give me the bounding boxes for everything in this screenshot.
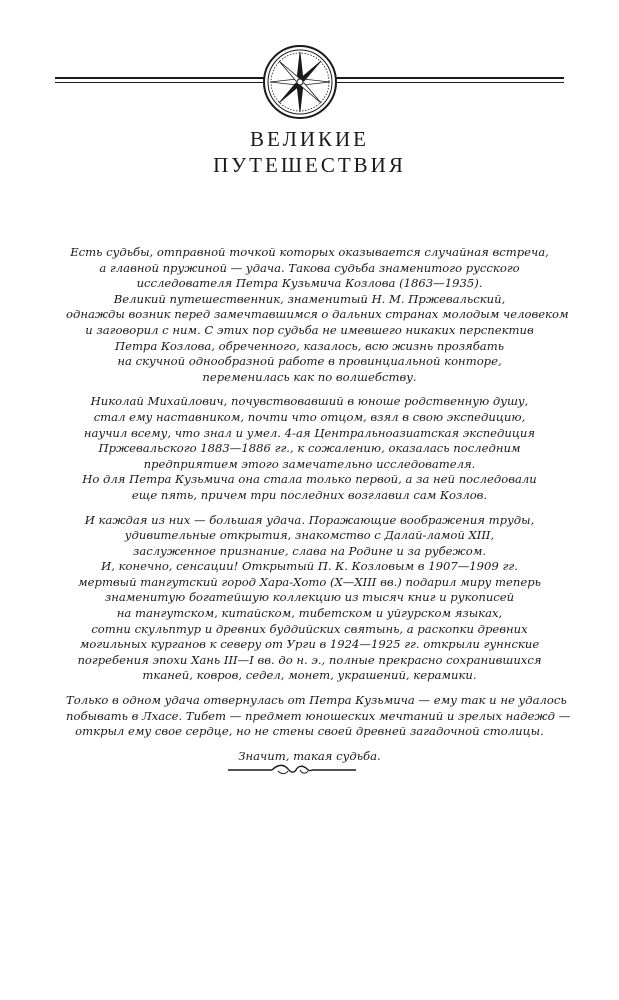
- compass-rose-icon: [262, 44, 338, 120]
- text-line: предприятием этого замечательно исследователя.: [143, 456, 476, 471]
- text-line: исследователя Петра Кузьмича Козлова (1863—1935).: [136, 276, 483, 291]
- series-title-line-1: ВЕЛИКИЕ: [250, 127, 369, 151]
- text-line: могильных курганов к северу от Урги в 1924—1925 гг. открыли гуннские: [79, 637, 540, 652]
- text-line: И, конечно, сенсации! Открытый П. К. Козловым в 1907—1909 гг.: [101, 559, 518, 574]
- text-line: И каждая из них — большая удача. Поражающие воображения труды,: [84, 512, 535, 527]
- text-line: Петра Козлова, обреченного, казалось, всю жизнь прозябать: [114, 338, 505, 353]
- text-line: Есть судьбы, отправной точкой которых оказывается случайная встреча,: [70, 245, 549, 259]
- text-line: удивительные открытия, знакомство с Далай-ламой XIII,: [124, 528, 495, 543]
- text-line: Значит, такая судьба.: [238, 748, 381, 763]
- text-line: сотни скульптур и древних буддийских святынь, а раскопки древних: [91, 621, 528, 636]
- text-line: Николай Михайлович, почувствовавший в юноше родственную душу,: [90, 394, 529, 409]
- paragraph-4: [66, 693, 571, 740]
- text-line: на скучной однообразной работе в провинциальной конторе,: [117, 354, 502, 369]
- text-line: стал ему наставником, почти что отцом, взял в свою экспедицию,: [93, 409, 526, 424]
- text-line: заслуженное признание, слава на Родине и за рубежом.: [133, 543, 486, 558]
- text-line: побывать в Лхасе. Тибет — предмет юношеских мечтаний и зрелых надежд —: [66, 708, 571, 723]
- text-line: Но для Петра Кузьмича она стала только первой, а за ней последовали: [82, 472, 537, 487]
- text-line: Только в одном удача отвернулась от Петра Кузьмича — ему так и не удалось: [66, 693, 567, 708]
- text-line: открыл ему свое сердце, но не стены своей древней загадочной столицы.: [75, 724, 544, 739]
- text-line: мертвый тангутский город Хара-Хото (X—XIII вв.) подарил миру теперь: [78, 574, 541, 589]
- text-line: переменилась как по волшебству.: [202, 369, 417, 384]
- paragraph-2: [66, 394, 553, 503]
- text-line: знаменитую богатейшую коллекцию из тысяч книг и рукописей: [104, 590, 515, 605]
- body-text: [66, 245, 571, 773]
- text-line: тканей, ковров, седел, монет, украшений, керамики.: [142, 668, 477, 683]
- text-line: Пржевальского 1883—1886 гг., к сожалению, оказалась последним: [98, 441, 521, 456]
- text-line: погребения эпохи Хань III—I вв. до н. э., полные прекрасно сохранившихся: [77, 652, 542, 667]
- series-title-line-2: ПУТЕШЕСТВИЯ: [213, 153, 406, 177]
- flourish-divider-icon: [228, 762, 356, 778]
- text-line: Великий путешественник, знаменитый Н. М. Пржевальский,: [113, 291, 506, 306]
- text-line: еще пять, причем три последних возглавил сам Козлов.: [131, 487, 488, 502]
- text-line: а главной пружиной — удача. Такова судьба знаменитого русского: [99, 260, 520, 275]
- series-title: [0, 126, 619, 178]
- paragraph-1: [66, 245, 569, 385]
- text-line: и заговорил с ним. С этих пор судьба не имевшего никаких перспектив: [85, 322, 534, 337]
- paragraph-3: [66, 513, 553, 685]
- text-line: научил всему, что знал и умел. 4-ая Центральноазиатская экспедиция: [83, 425, 536, 440]
- text-line: на тангутском, китайском, тибетском и уйгурском языках,: [116, 606, 503, 621]
- text-line: однажды возник перед замечтавшимся о дальних странах молодым человеком: [66, 307, 569, 322]
